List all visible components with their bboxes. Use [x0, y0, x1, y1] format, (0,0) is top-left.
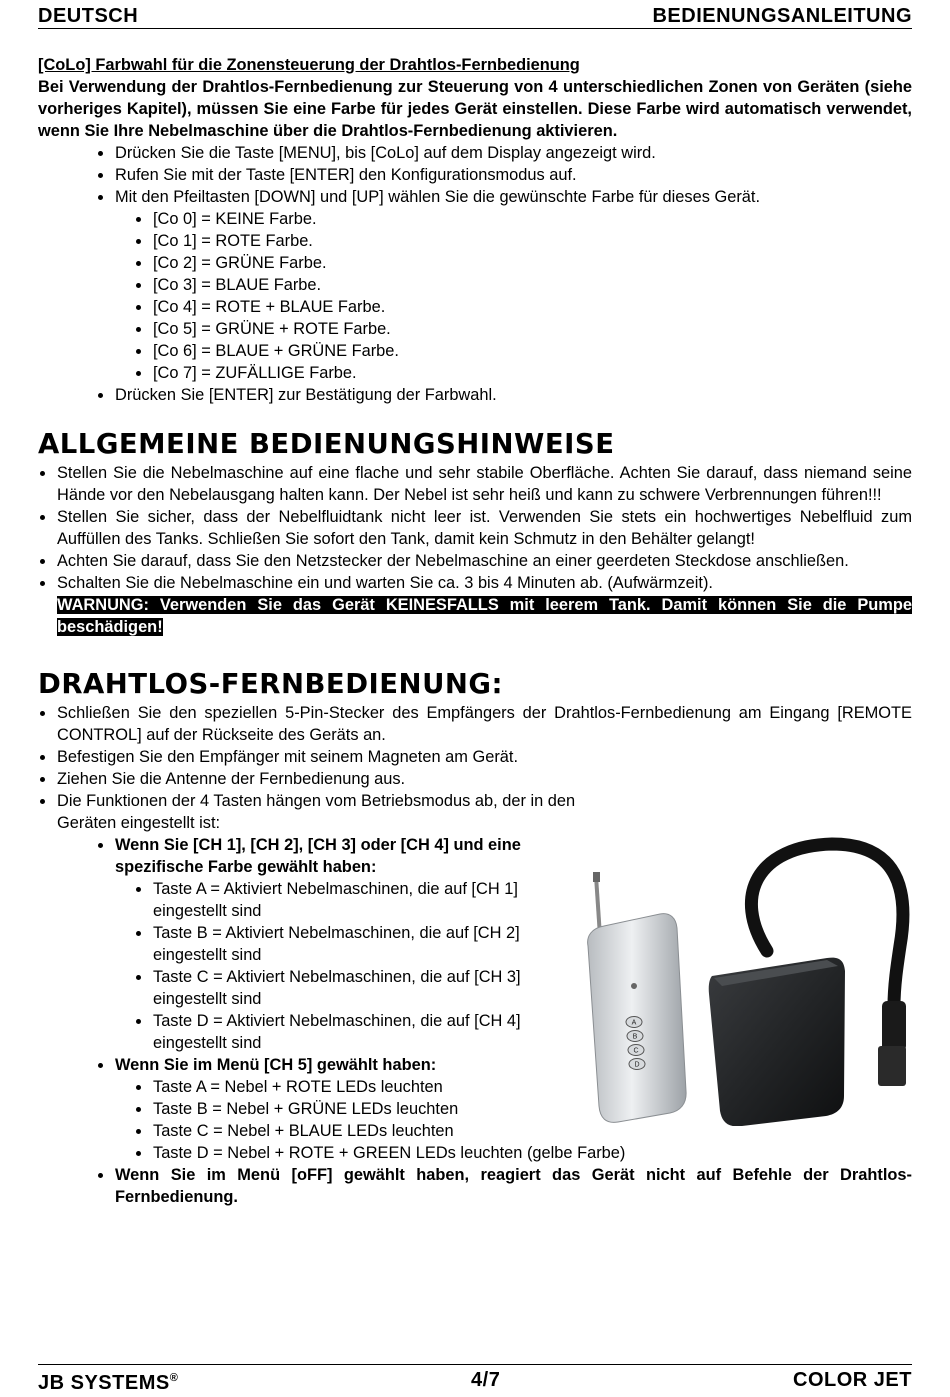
color-options-list — [115, 208, 912, 384]
list-item: Stellen Sie die Nebelmaschine auf eine flache und sehr stabile Oberfläche. Achten Sie darauf, dass niemand seine Hände vor den Nebelausgang halten kann. Der Nebel ist sehr heiß und kann zu schwere Verbrennungen führen!!! — [38, 462, 912, 506]
mode-title: Wenn Sie [CH 1], [CH 2], [CH 3] oder [CH 4] und eine spezifische Farbe gewählt haben: — [115, 836, 521, 876]
list-item: Befestigen Sie den Empfänger mit seinem Magneten am Gerät. — [38, 746, 912, 768]
list-item: Taste B = Nebel + GRÜNE LEDs leuchten — [115, 1098, 912, 1120]
remote-receiver-photo — [582, 836, 917, 1126]
list-item: [Co 0] = KEINE Farbe. — [115, 208, 912, 230]
connector-shape — [882, 1001, 906, 1051]
list-item-text: Schalten Sie die Nebelmaschine ein und warten Sie ca. 3 bis 4 Minuten ab. (Aufwärmzeit). — [57, 574, 713, 592]
list-item — [38, 790, 584, 834]
footer-product: COLOR JET — [793, 1369, 912, 1391]
remote-list — [38, 702, 912, 834]
list-item: [Co 7] = ZUFÄLLIGE Farbe. — [115, 362, 912, 384]
list-item: [Co 1] = ROTE Farbe. — [115, 230, 912, 252]
header-language: DEUTSCH — [38, 5, 139, 27]
list-item: Taste D = Nebel + ROTE + GREEN LEDs leuchten (gelbe Farbe) — [115, 1142, 912, 1164]
mode1-buttons-list — [115, 878, 565, 1054]
list-item: Taste A = Nebel + ROTE LEDs leuchten — [115, 1076, 912, 1098]
list-item: Taste C = Nebel + BLAUE LEDs leuchten — [115, 1120, 912, 1142]
remote-button-b-icon — [627, 1031, 643, 1042]
footer-brand — [38, 1367, 178, 1394]
list-item: Taste C = Aktiviert Nebelmaschinen, die auf [CH 3] eingestellt sind — [115, 966, 565, 1010]
mode-title: Wenn Sie im Menü [CH 5] gewählt haben: — [115, 1056, 437, 1074]
list-item: Drücken Sie die Taste [MENU], bis [CoLo] auf dem Display angezeigt wird. — [38, 142, 912, 164]
list-item: [Co 3] = BLAUE Farbe. — [115, 274, 912, 296]
list-item: Taste B = Aktiviert Nebelmaschinen, die auf [CH 2] eingestellt sind — [115, 922, 565, 966]
connector-head-shape — [878, 1046, 906, 1086]
colo-intro-paragraph: Bei Verwendung der Drahtlos-Fernbedienung zur Steuerung von 4 unterschiedlichen Zonen von Geräten (siehe vorheriges Kapitel), müssen Sie eine Farbe für jedes Gerät einstellen. Diese Farbe wird automatisch verwendet, wenn Sie Ihre Nebelmaschine über die Drahtlos-Fernbedienung aktivieren. — [38, 78, 912, 140]
svg-text:B: B — [632, 1033, 638, 1041]
list-item: Schließen Sie den speziellen 5-Pin-Stecker des Empfängers der Drahtlos-Fernbedienung am Eingang [REMOTE CONTROL] auf der Rückseite des Geräts an. — [38, 702, 912, 746]
registered-mark: ® — [169, 1371, 179, 1384]
page-number: 4/7 — [471, 1369, 501, 1391]
list-item: Drücken Sie [ENTER] zur Bestätigung der Farbwahl. — [38, 384, 912, 406]
colo-section-title: [CoLo] Farbwahl für die Zonensteuerung der Drahtlos-Fernbedienung — [38, 56, 580, 74]
list-item: Ziehen Sie die Antenne der Fernbedienung aus. — [38, 768, 912, 790]
list-item: Taste A = Aktiviert Nebelmaschinen, die auf [CH 1] eingestellt sind — [115, 878, 565, 922]
list-item: Stellen Sie sicher, dass der Nebelfluidtank nicht leer ist. Verwenden Sie stets ein hochwertiges Nebelfluid zum Auffüllen des Tanks. Schließen Sie sofort den Tank, damit kein Schmutz in den Behälter gelangt! — [38, 506, 912, 550]
svg-text:D: D — [634, 1061, 640, 1069]
general-list — [38, 462, 912, 638]
list-item: Taste D = Aktiviert Nebelmaschinen, die auf [CH 4] eingestellt sind — [115, 1010, 565, 1054]
list-item-text: Mit den Pfeiltasten [DOWN] und [UP] wählen Sie die gewünschte Farbe für dieses Gerät. — [115, 188, 761, 206]
list-item: [Co 6] = BLAUE + GRÜNE Farbe. — [115, 340, 912, 362]
list-item: Achten Sie darauf, dass Sie den Netzstecker der Nebelmaschine an einer geerdeten Steckdose anschließen. — [38, 550, 912, 572]
list-item — [38, 834, 565, 1054]
list-item: [Co 5] = GRÜNE + ROTE Farbe. — [115, 318, 912, 340]
page-footer — [38, 1364, 912, 1395]
page-header — [38, 2, 912, 29]
antenna-tip-shape — [593, 872, 600, 882]
list-item: Wenn Sie im Menü [oFF] gewählt haben, reagiert das Gerät nicht auf Befehle der Drahtlos-Fernbedienung. — [38, 1164, 912, 1208]
list-item-text: Die Funktionen der 4 Tasten hängen vom Betriebsmodus ab, der in den Geräten eingestellt ist: — [57, 792, 576, 832]
remote-button-a-icon — [626, 1017, 642, 1028]
warning-text: WARNUNG: Verwenden Sie das Gerät KEINESFALLS mit leerem Tank. Damit können Sie die Pumpe beschädigen! — [57, 596, 912, 636]
list-item: Rufen Sie mit der Taste [ENTER] den Konfigurationsmodus auf. — [38, 164, 912, 186]
remote-button-d-icon — [629, 1059, 645, 1070]
remote-button-c-icon — [628, 1045, 644, 1056]
colo-steps-list — [38, 142, 912, 406]
footer-brand-name: JB SYSTEMS — [38, 1371, 170, 1394]
receiver-icon — [709, 958, 845, 1126]
svg-text:A: A — [631, 1019, 637, 1027]
list-item — [38, 186, 912, 384]
list-item — [38, 572, 912, 638]
remote-heading: DRAHTLOS-FERNBEDIENUNG: — [38, 668, 503, 700]
header-manual-title: BEDIENUNGSANLEITUNG — [652, 5, 912, 27]
svg-text:C: C — [633, 1047, 639, 1055]
list-item: [Co 4] = ROTE + BLAUE Farbe. — [115, 296, 912, 318]
general-heading: ALLGEMEINE BEDIENUNGSHINWEISE — [38, 428, 615, 460]
list-item: [Co 2] = GRÜNE Farbe. — [115, 252, 912, 274]
